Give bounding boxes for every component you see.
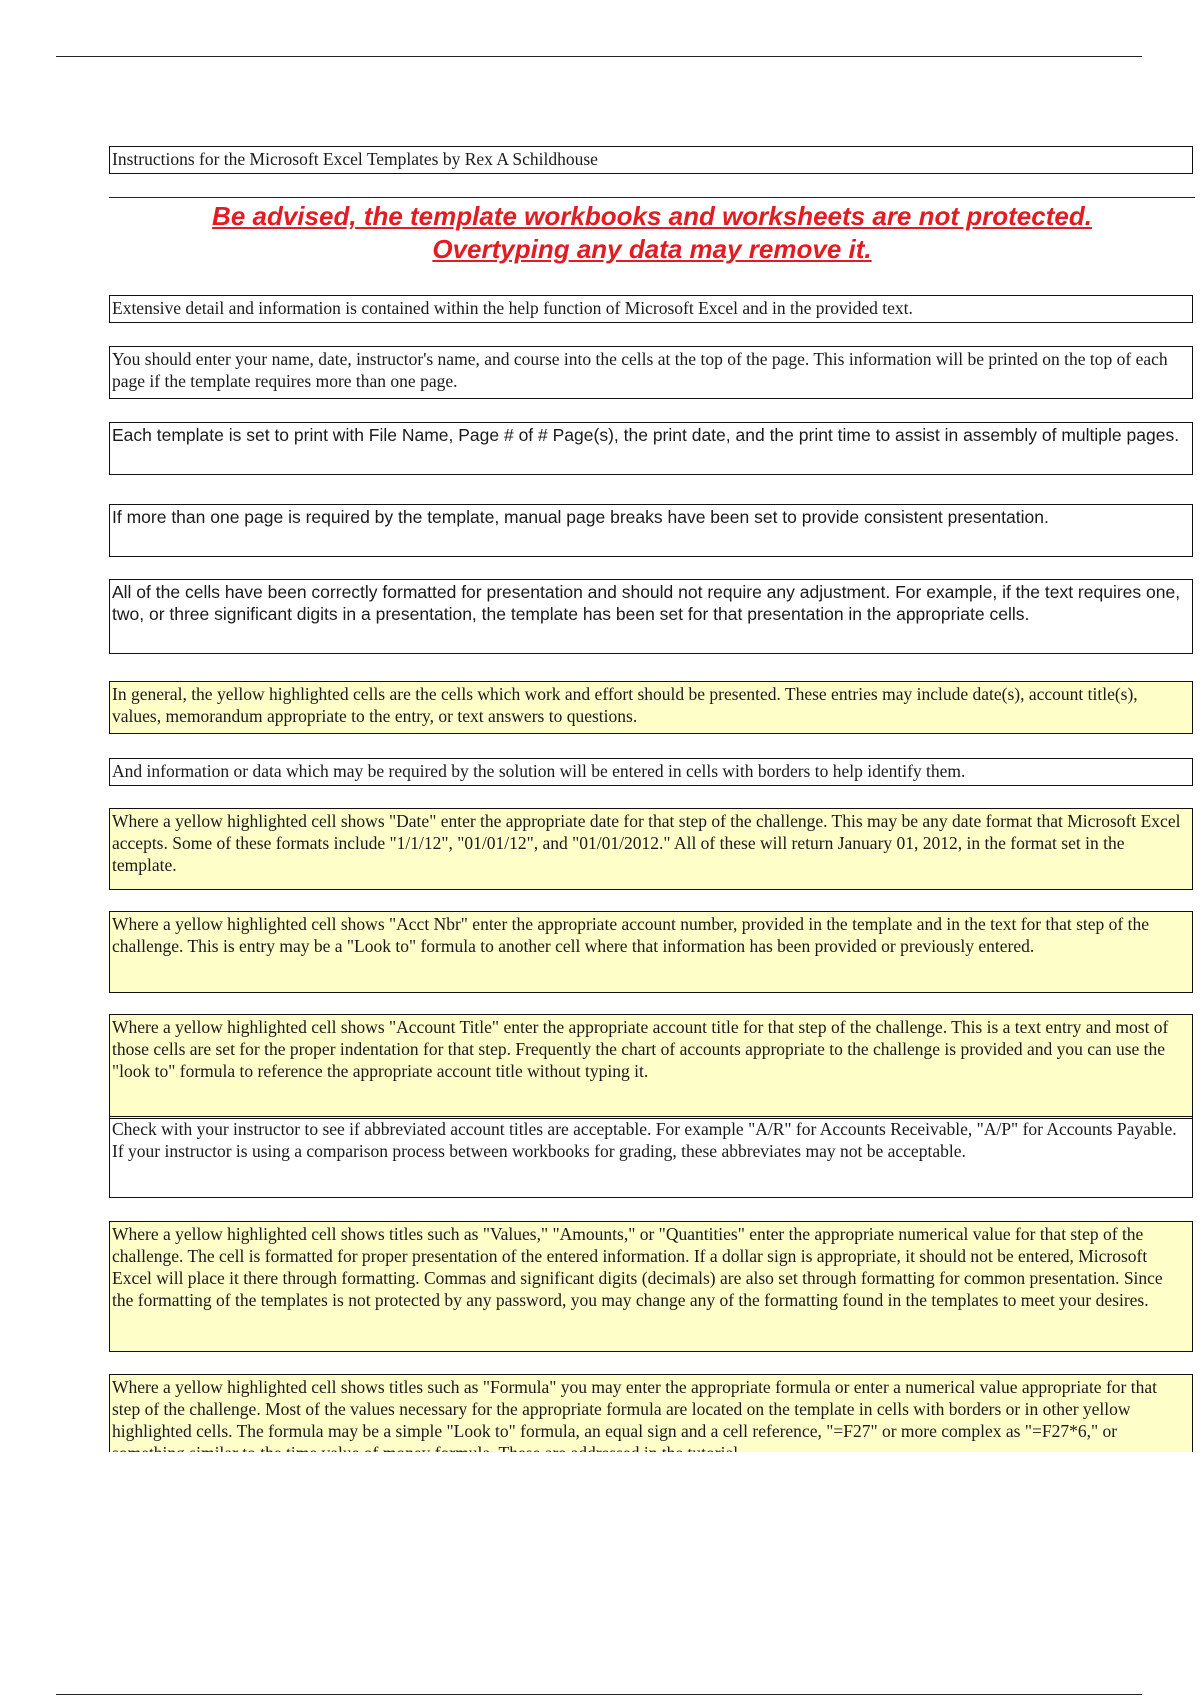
instruction-value-cells: Where a yellow highlighted cell shows titles such as "Values," "Amounts," or "Quantities" enter the appropriate numerical value for that step of the challenge. The cell is formatted for proper presentation of the entered information. If a dollar sign is appropriate, it should not be entered, Microsoft Excel will place it there through formatting. Commas and significant digits (decimals) are also set through formatting for common presentation. Since the formatting of the templates is not protected by any password, you may change any of the formatting found in the templates to meet your desires. (109, 1221, 1193, 1352)
page-top-rule (56, 56, 1142, 57)
protection-warning (109, 200, 1195, 266)
page-bottom-rule (56, 1694, 1142, 1695)
instruction-yellow-cells: In general, the yellow highlighted cells are the cells which work and effort should be presented. These entries may include date(s), account title(s), values, memorandum appropriate to the entry, or text answers to questions. (109, 681, 1193, 734)
instruction-abbreviations: Check with your instructor to see if abbreviated account titles are acceptable. For example "A/R" for Accounts Receivable, "A/P" for Accounts Payable. If your instructor is using a comparison process between workbooks for grading, these abbreviates may not be acceptable. (109, 1116, 1193, 1198)
warning-line-2: Overtyping any data may remove it. (432, 234, 872, 264)
instruction-help-info: Extensive detail and information is contained within the help function of Microsoft Excel and in the provided text. (109, 295, 1193, 323)
page-title: Instructions for the Microsoft Excel Templates by Rex A Schildhouse (109, 146, 1193, 174)
instruction-account-title-cells: Where a yellow highlighted cell shows "Account Title" enter the appropriate account title for that step of the challenge. This is a text entry and most of those cells are set for the proper indentation for that step. Frequently the chart of accounts appropriate to the challenge is provided and you can use the "look to" formula to reference the appropriate account title without typing it. (109, 1014, 1193, 1119)
instruction-bordered-cells: And information or data which may be required by the solution will be entered in cells with borders to help identify them. (109, 758, 1193, 786)
warning-line-1: Be advised, the template workbooks and worksheets are not protected. (212, 201, 1092, 231)
instruction-cell-formatting: All of the cells have been correctly formatted for presentation and should not require any adjustment. For example, if the text requires one, two, or three significant digits in a presentation, the template has been set for that presentation in the appropriate cells. (109, 579, 1193, 654)
instruction-enter-name: You should enter your name, date, instructor's name, and course into the cells at the top of the page. This information will be printed on the top of each page if the template requires more than one page. (109, 346, 1193, 399)
page-cut-whitespace (100, 1452, 1200, 1702)
instruction-print-settings: Each template is set to print with File Name, Page # of # Page(s), the print date, and the print time to assist in assembly of multiple pages. (109, 422, 1193, 475)
instruction-date-cells: Where a yellow highlighted cell shows "Date" enter the appropriate date for that step of the challenge. This may be any date format that Microsoft Excel accepts. Some of these formats include "1/1/12", "01/01/12", and "01/01/2012." All of these will return January 01, 2012, in the format set in the template. (109, 808, 1193, 890)
instruction-formula-cells: Where a yellow highlighted cell shows titles such as "Formula" you may enter the appropriate formula or enter a numerical value appropriate for that step of the challenge. Most of the values necessary for the appropriate formula are located on the template in cells with borders or in other yellow highlighted cells. The formula may be a simple "Look to" formula, an equal sign and a cell reference, "=F27" or more complex as "=F27*6," or (109, 1374, 1193, 1489)
instruction-page-breaks: If more than one page is required by the template, manual page breaks have been set to provide consistent presentation. (109, 504, 1193, 557)
section-divider (109, 197, 1195, 198)
instruction-acct-nbr-cells: Where a yellow highlighted cell shows "Acct Nbr" enter the appropriate account number, provided in the template and in the text for that step of the challenge. This is entry may be a "Look to" formula to another cell where that information has been provided or previously entered. (109, 911, 1193, 993)
